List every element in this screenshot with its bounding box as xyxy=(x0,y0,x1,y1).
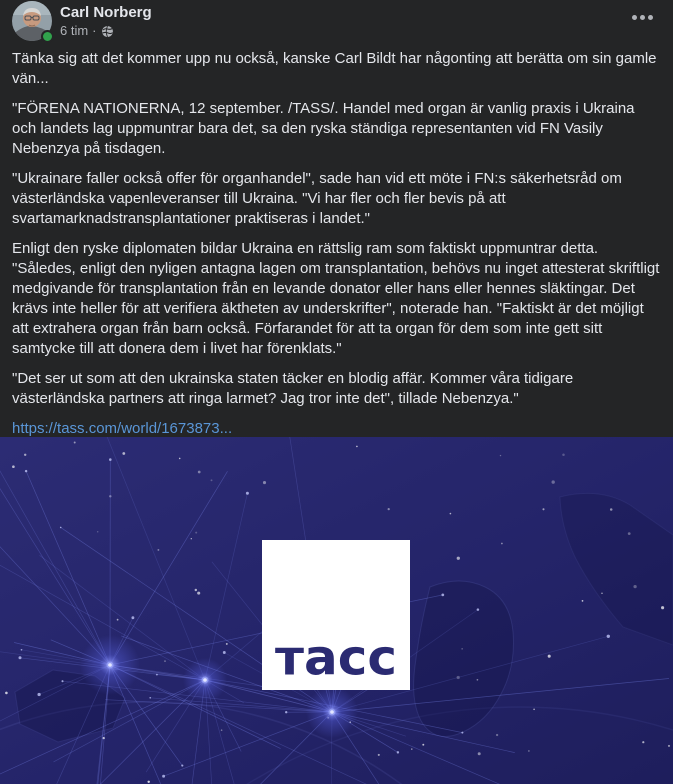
globe-icon xyxy=(101,25,114,38)
online-status-badge xyxy=(41,30,54,43)
timestamp[interactable]: 6 tim xyxy=(60,23,89,38)
post-link[interactable]: https://tass.com/world/1673873... xyxy=(12,420,233,437)
post-link-row xyxy=(12,419,661,439)
post-menu-button[interactable] xyxy=(630,13,655,22)
post-paragraph-5: "Det ser ut som att den ukrainska staten täcker en blodig affär. Kommer våra tidigare västerländska partners att ringa larmet? Jag tror inte det", tillade Nebenzya." xyxy=(12,370,574,407)
post-paragraph-2: "FÖRENA NATIONERNA, 12 september. /TASS/. Handel med organ är vanlig praxis i Ukraina och landets lag uppmuntrar bara det, sa den ryska ständiga representanten vid FN Vasily Nebenzya på tisdagen. xyxy=(12,100,635,157)
post-header xyxy=(0,0,673,41)
tass-logo-text: тасс xyxy=(275,629,397,687)
post-paragraph-3: "Ukrainare faller också offer för organhandel", sade han vid ett möte i FN:s säkerhetsråd om västerländska vapenleveranser till Ukraina. "Vi har fler och fler bevis på att svartamarknadstransplantationer praktiseras i landet." xyxy=(12,170,622,227)
author-name[interactable]: Carl Norberg xyxy=(60,4,152,21)
post-image[interactable] xyxy=(0,437,673,784)
post-paragraph-1: Tänka sig att det kommer upp nu också, kanske Carl Bildt har någonting att berätta om sin gamle vän... xyxy=(12,50,657,87)
ellipsis-icon xyxy=(632,15,653,20)
avatar[interactable] xyxy=(12,1,52,41)
post-text xyxy=(0,49,673,439)
tass-logo-card xyxy=(262,540,410,690)
post-meta xyxy=(60,23,630,39)
post-paragraph-4: Enligt den ryske diplomaten bildar Ukraina en rättslig ram som faktiskt uppmuntrar detta. "Således, enligt den nyligen antagna lagen om transplantation, behövs nu inget attesterat skriftligt medgivande för transplantation från en levande donator eller hans eller hennes släktingar. Det krävs inte heller för att verifiera äktheten av underskrifter", noterade han. "Faktiskt är det möjligt att extrahera organ från barn också. Förfarandet för att ta organ för dem som inte gett sitt samtycke till att donera dem i livet har förenklats." xyxy=(12,240,660,357)
meta-separator: · xyxy=(92,23,97,38)
post-header-text xyxy=(60,1,630,39)
